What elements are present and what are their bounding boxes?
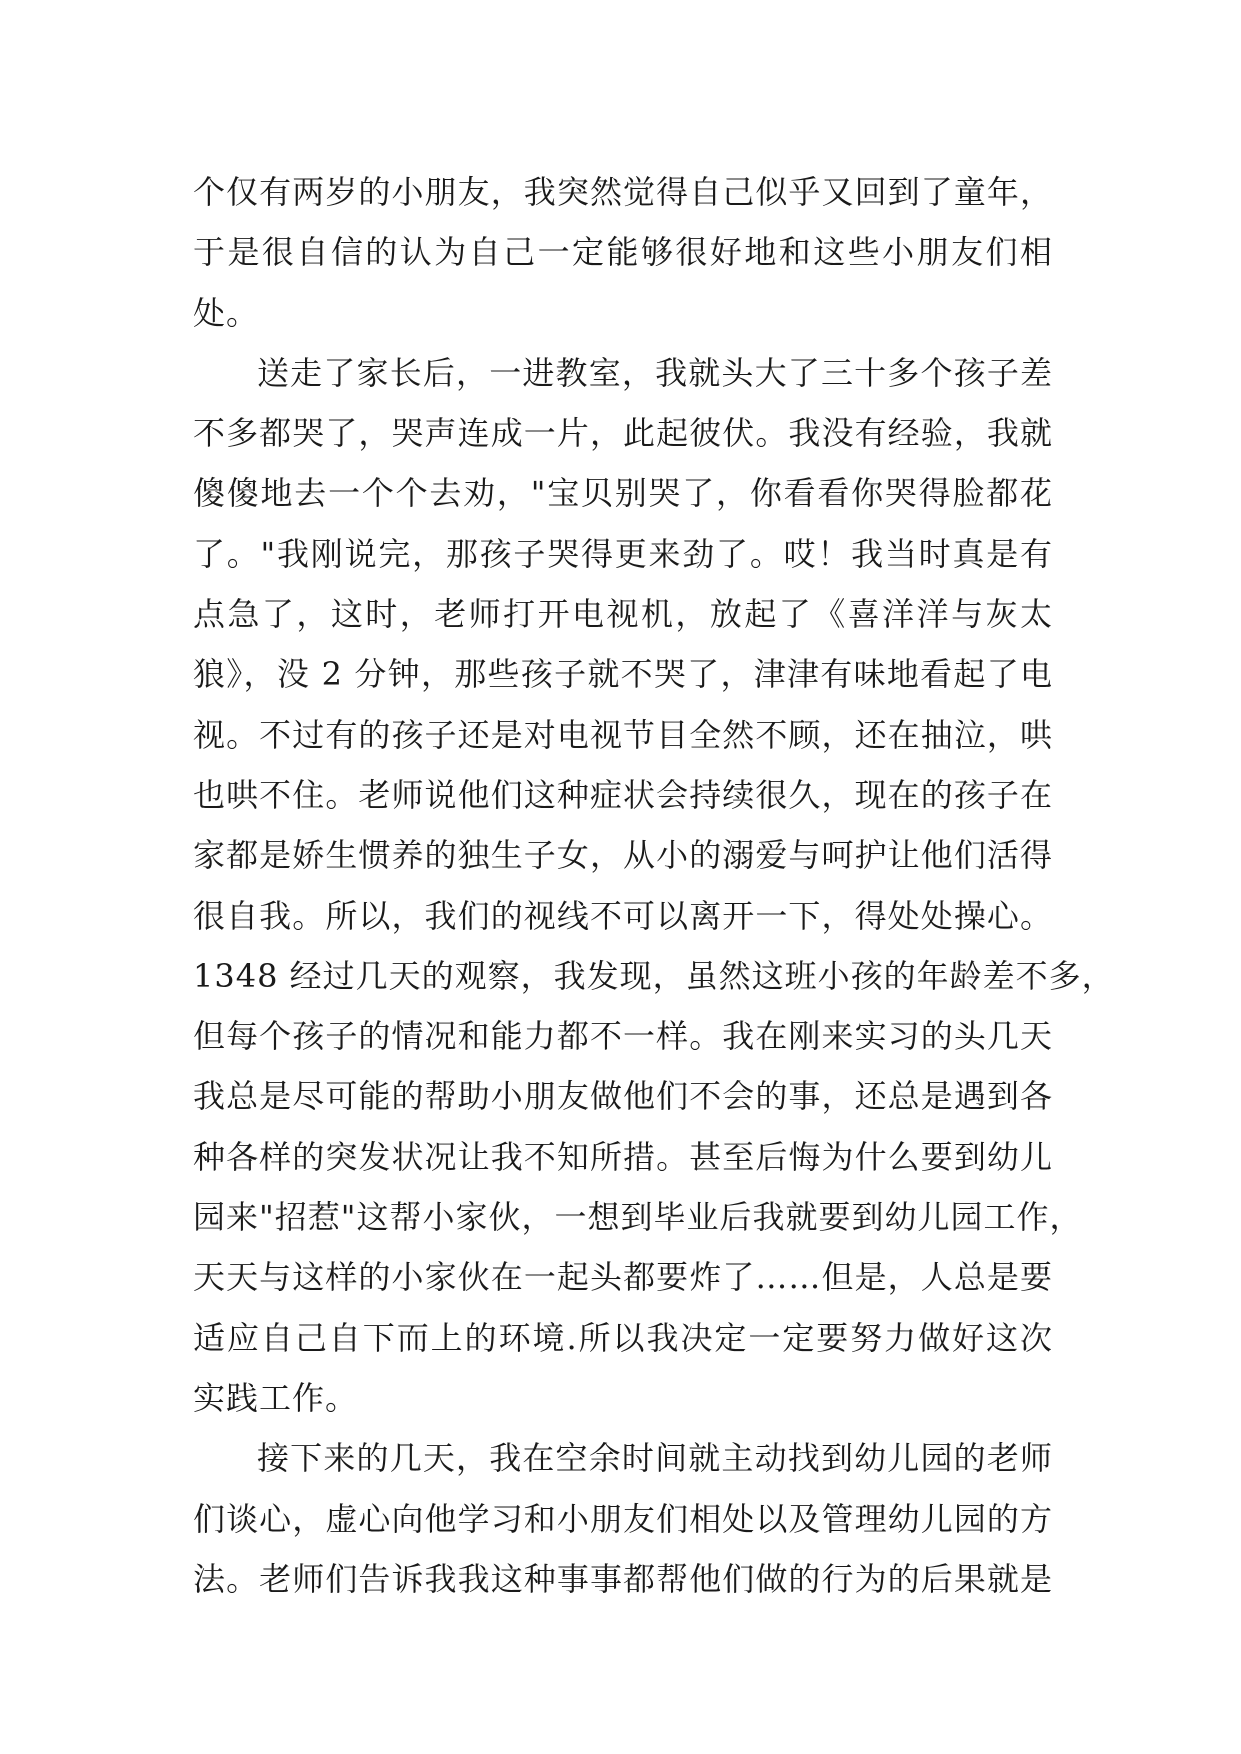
text-line: 不多都哭了，哭声连成一片，此起彼伏。我没有经验，我就 <box>193 414 1053 453</box>
text-line: 视。不过有的孩子还是对电视节目全然不顾，还在抽泣，哄 <box>193 715 1053 754</box>
text-line: 处。 <box>193 293 260 332</box>
text-line: 了。"我刚说完，那孩子哭得更来劲了。哎！我当时真是有 <box>193 534 1053 573</box>
text-line: 园来"招惹"这帮小家伙，一想到毕业后我就要到幼儿园工作， <box>193 1198 1083 1237</box>
text-line: 也哄不住。老师说他们这种症状会持续很久，现在的孩子在 <box>193 775 1053 814</box>
text-line: 送走了家长后，一进教室，我就头大了三十多个孩子差 <box>257 353 1053 392</box>
text-line: 1348 经过几天的观察，我发现，虽然这班小孩的年龄差不多， <box>193 956 1115 995</box>
text-line: 但每个孩子的情况和能力都不一样。我在刚来实习的头几天 <box>193 1017 1053 1056</box>
text-line: 种各样的突发状况让我不知所措。甚至后悔为什么要到幼儿 <box>193 1137 1053 1176</box>
text-line: 天天与这样的小家伙在一起头都要炸了……但是，人总是要 <box>193 1258 1053 1297</box>
text-line: 我总是尽可能的帮助小朋友做他们不会的事，还总是遇到各 <box>193 1077 1053 1116</box>
text-line: 实践工作。 <box>193 1378 359 1417</box>
text-line: 于是很自信的认为自己一定能够很好地和这些小朋友们相 <box>193 233 1053 272</box>
text-line: 家都是娇生惯养的独生子女，从小的溺爱与呵护让他们活得 <box>193 836 1053 875</box>
text-line: 很自我。所以，我们的视线不可以离开一下，得处处操心。 <box>193 896 1053 935</box>
text-line: 个仅有两岁的小朋友，我突然觉得自己似乎又回到了童年， <box>193 173 1053 211</box>
text-line: 狼》，没 2 分钟，那些孩子就不哭了，津津有味地看起了电 <box>193 655 1053 694</box>
text-line: 点急了，这时，老师打开电视机，放起了《喜洋洋与灰太 <box>193 595 1053 634</box>
text-line: 们谈心，虚心向他学习和小朋友们相处以及管理幼儿园的方 <box>193 1499 1053 1538</box>
text-line: 傻傻地去一个个去劝，"宝贝别哭了，你看看你哭得脸都花 <box>193 474 1053 513</box>
body-text <box>193 162 1115 1609</box>
text-line: 法。老师们告诉我我这种事事都帮他们做的行为的后果就是 <box>193 1559 1053 1598</box>
text-line: 适应自己自下而上的环境.所以我决定一定要努力做好这次 <box>193 1318 1053 1357</box>
text-line: 接下来的几天，我在空余时间就主动找到幼儿园的老师 <box>257 1439 1053 1478</box>
